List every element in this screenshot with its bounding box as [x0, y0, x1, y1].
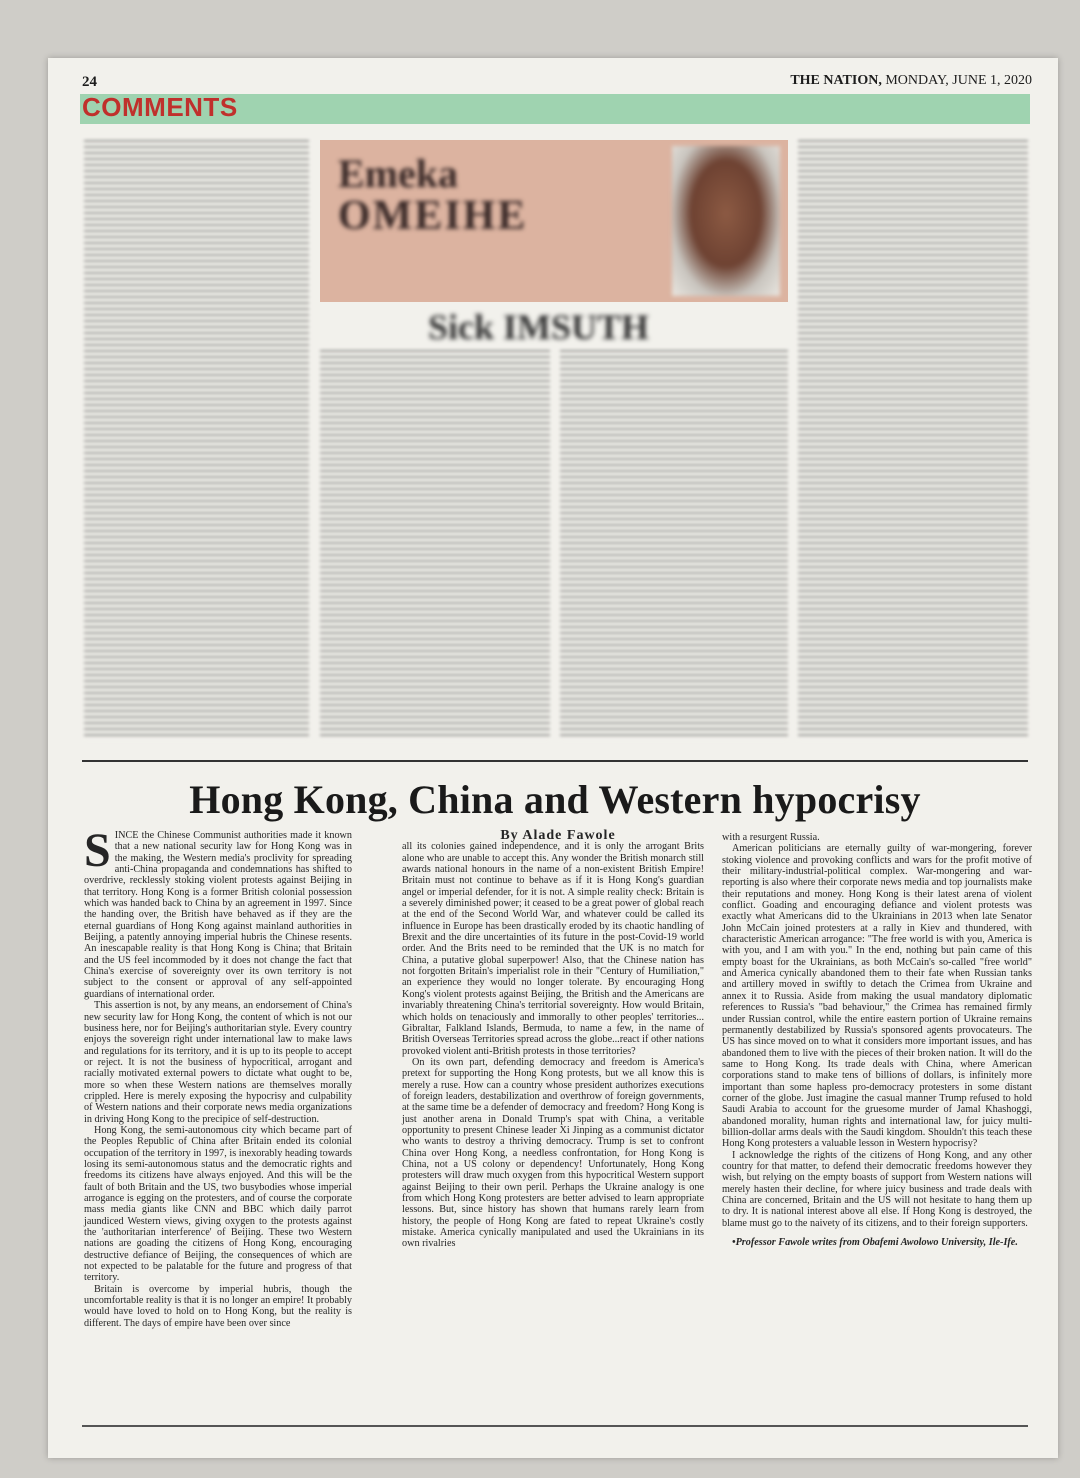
columnist-last-name: OMEIHE — [338, 193, 528, 239]
paragraph: with a resurgent Russia. — [722, 832, 820, 843]
blurred-column-right — [798, 140, 1028, 740]
blurred-column-left — [84, 140, 309, 740]
issue-date: MONDAY, JUNE 1, 2020 — [885, 73, 1032, 88]
columnist-photo — [672, 146, 780, 296]
section-divider — [82, 760, 1028, 762]
columnist-first-name: Emeka — [338, 151, 458, 196]
paragraph: Britain is overcome by imperial hubris, though the uncomfortable reality is that it is no longer an empire! It probably would have loved to hold on to Hong Kong, but the reality is different. The days of empire have been over since — [84, 1283, 352, 1329]
paper-name: THE NATION, — [790, 73, 882, 88]
section-title: COMMENTS — [82, 92, 238, 122]
article-column-1 — [84, 824, 352, 1329]
paragraph: SINCE the Chinese Communist authorities made it known that a new national security law for Hong Kong was in the making, the Western media's proclivity for spreading anti-China propaganda and condemnations has shifted to overdrive, recklessly stoking violent protests against Beijing in that territory. Hong Kong is a former British colonial possession which was handed back to China by an agreement in 1997. Since the handing over, the British have behaved as if they are the eternal guardians of Hong Kong against mainland authorities in Beijing, a patently annoying imperial hubris the Chinese resents. An inescapable reality is that Hong Kong is China; that Britain and the US feel incommoded by it does not change the fact that China's exercise of sovereignty over its own territory is not subject to the consent or approval of any self-appointed guardians of international order. — [84, 824, 352, 1000]
paragraph: Hong Kong, the semi-autonomous city which became part of the Peoples Republic of China after Britain ended its colonial occupation of the territory in 1997, is inexorably heading towards losing its semi-autonomous status and the democratic rights and freedoms its citizens have always enjoyed. And this will be the fault of both Britain and the US, two busybodies whose imperial arrogance is egging on the protesters, and of course the corporate mass media giants like CNN and BBC which daily parrot jaundiced Western views, giving oxygen to the protests against the 'authoritarian interference' of Beijing. These two Western nations are goading the citizens of Hong Kong, encouraging destructive defiance of Beijing, the consequences of which are not expected to be palatable for the future and progress of that territory. — [84, 1124, 352, 1284]
page-number: 24 — [82, 74, 97, 90]
masthead — [790, 73, 1032, 89]
author-byline: By Alade Fawole — [500, 828, 616, 843]
bottom-rule — [82, 1425, 1028, 1427]
drop-cap: S — [84, 824, 111, 877]
paragraph: American politicians are eternally guilty of war-mongering, forever stoking violence and provoking conflicts and wars for the profit motive of their military-industrial-political complex. War-mongering and war-reporting is also where their corporate news media and top journalists make their reputations and money. Hong Kong is their latest arena of violent conflict. Goading and encouraging defiance and violent protests was exactly what Americans did to the Ukrainians in 2013 when late Senator John McCain joined protesters at a rally in Kiev and thundered, with characteristic American arrogance: "The free world is with you, America is with you, and I am with you." In the end, nothing but pain came of this empty boast for the Ukrainians, as both McCain's so-called "free world" and America cynically abandoned them to their fate when Russian tanks and artillery moved in swiftly to detach the Crimea from Ukraine and annex it to Russia. Aside from making the usual mandatory diplomatic references to Russia's "bad behaviour," the Crimea has remained firmly under Russian control, while the entire eastern portion of Ukraine remains permanently destabilized by Russia's sponsored agents provocateurs. The US has since moved on to what it considers more important issues, and has abandoned them to live with the pieces of their broken nation. It will do the same to Hong Kong. Its trade deals with China, where American corporations stand to make tens of billions of dollars, is infinitely more important than some hapless pro-democracy protesters in some distant corner of the globe. Just imagine the casual manner Trump refused to hold Saudi Arabia to account for the gruesome murder of Jamal Khashoggi, abandoned morality, human rights and international law, for juicy multi-billion-dollar arms deals with the Saudi kingdom. Shouldn't this teach these Hong Kong protesters a valuable lesson in Western hypocrisy? — [722, 843, 1032, 1150]
article-column-3 — [722, 832, 1032, 1248]
paragraph: On its own part, defending democracy and freedom is America's pretext for supporting the Hong Kong protests, but we all know this is merely a ruse. How can a country whose president authorizes executions of foreign leaders, destabilization and overthrow of foreign governments, at the same time be a defender of democracy and freedom? Hong Kong is just another arena in Donald Trump's spat with China, a veritable opportunity to present Chinese leader Xi Jinping as a communist dictator who wants to destroy a thriving democracy. Trump is set to confront China over Hong Kong, a needless confrontation, for Hong Kong is China, not a US colony or dependency! Unfortunately, Hong Kong protesters will draw much oxygen from this hypocritical Western support against Beijing to their own peril. Perhaps the Ukraine analogy is one from which Hong Kong protesters are better advised to learn appropriate lessons. But, since history has shown that humans rarely learn from history, the people of Hong Kong are fated to repeat Ukraine's costly mistake. America cynically manipulated and used the Ukrainians in its own rivalries — [402, 1056, 704, 1250]
column-headline: Sick IMSUTH — [428, 307, 650, 347]
blurred-column-mid2 — [560, 350, 788, 740]
paragraph: all its colonies gained independence, and it is only the arrogant Brits alone who are unable to accept this. Any wonder the British monarch still awards national honours in the name of a non-existent British Empire! Britain must not continue to behave as if it is Hong Kong's guardian angel or imperial defender, for it is not. A simple reality check: Britain is a severely diminished power; it ceased to be a great power of global reach at the end of the Second World War, and whatever could be called its influence in Europe has been drastically eroded by its chaotic handling of Brexit and the dire uncertainties of its future in the post-Covid-19 world order. And the Brits need to be reminded that the UK is no match for China, a putative global superpower! Also, that the Chinese nation has not forgotten Britain's imperialist role in their "Century of Humiliation," an experience they would no longer tolerate. By encouraging Hong Kong's violent protests against Beijing, the British and the Americans are invariably threatening China's territorial sovereignty. How would Britain, which holds on tenaciously and immorally to other peoples' territories... Gibraltar, Falkland Islands, Bermuda, to name a few, in the name of British Overseas Territories spread across the globe...react if other nations provoked violent anti-British protests in those territories? — [402, 841, 704, 1057]
article-headline: Hong Kong, China and Western hypocrisy — [189, 777, 921, 822]
blurred-column-mid1 — [320, 350, 550, 740]
paragraph: I acknowledge the rights of the citizens of Hong Kong, and any other country for that matter, to defend their democratic freedoms however they wish, but relying on the empty boasts of support from Western nations will merely hasten their decline, for where juicy business and trade deals with China are concerned, Britain and the US will not hesitate to hang them up to dry. It is national interest above all else. If Hong Kong is destroyed, the blame must go to the naivety of its citizens, and to their foreign supporters. — [722, 1149, 1032, 1229]
article-column-2 — [402, 830, 704, 1250]
author-signoff: •Professor Fawole writes from Obafemi Awolowo University, Ile-Ife. — [732, 1237, 1018, 1249]
paragraph: This assertion is not, by any means, an endorsement of China's new security law for Hong Kong, the content of which is not our business here, nor for Beijing's authoritarian style. Every country enjoys the sovereign right under international law to make laws and regulations for its territory, and it is up to its people to accept or reject. It is not the business of hypocritical, arrogant and racially motivated external powers to dictate what ought to be, more so when these Western nations are themselves morally crippled. Here is merely exposing the hypocrisy and culpability of Western nations and their corporate news media organizations in driving Hong Kong to the precipice of self-destruction. — [84, 1000, 352, 1125]
